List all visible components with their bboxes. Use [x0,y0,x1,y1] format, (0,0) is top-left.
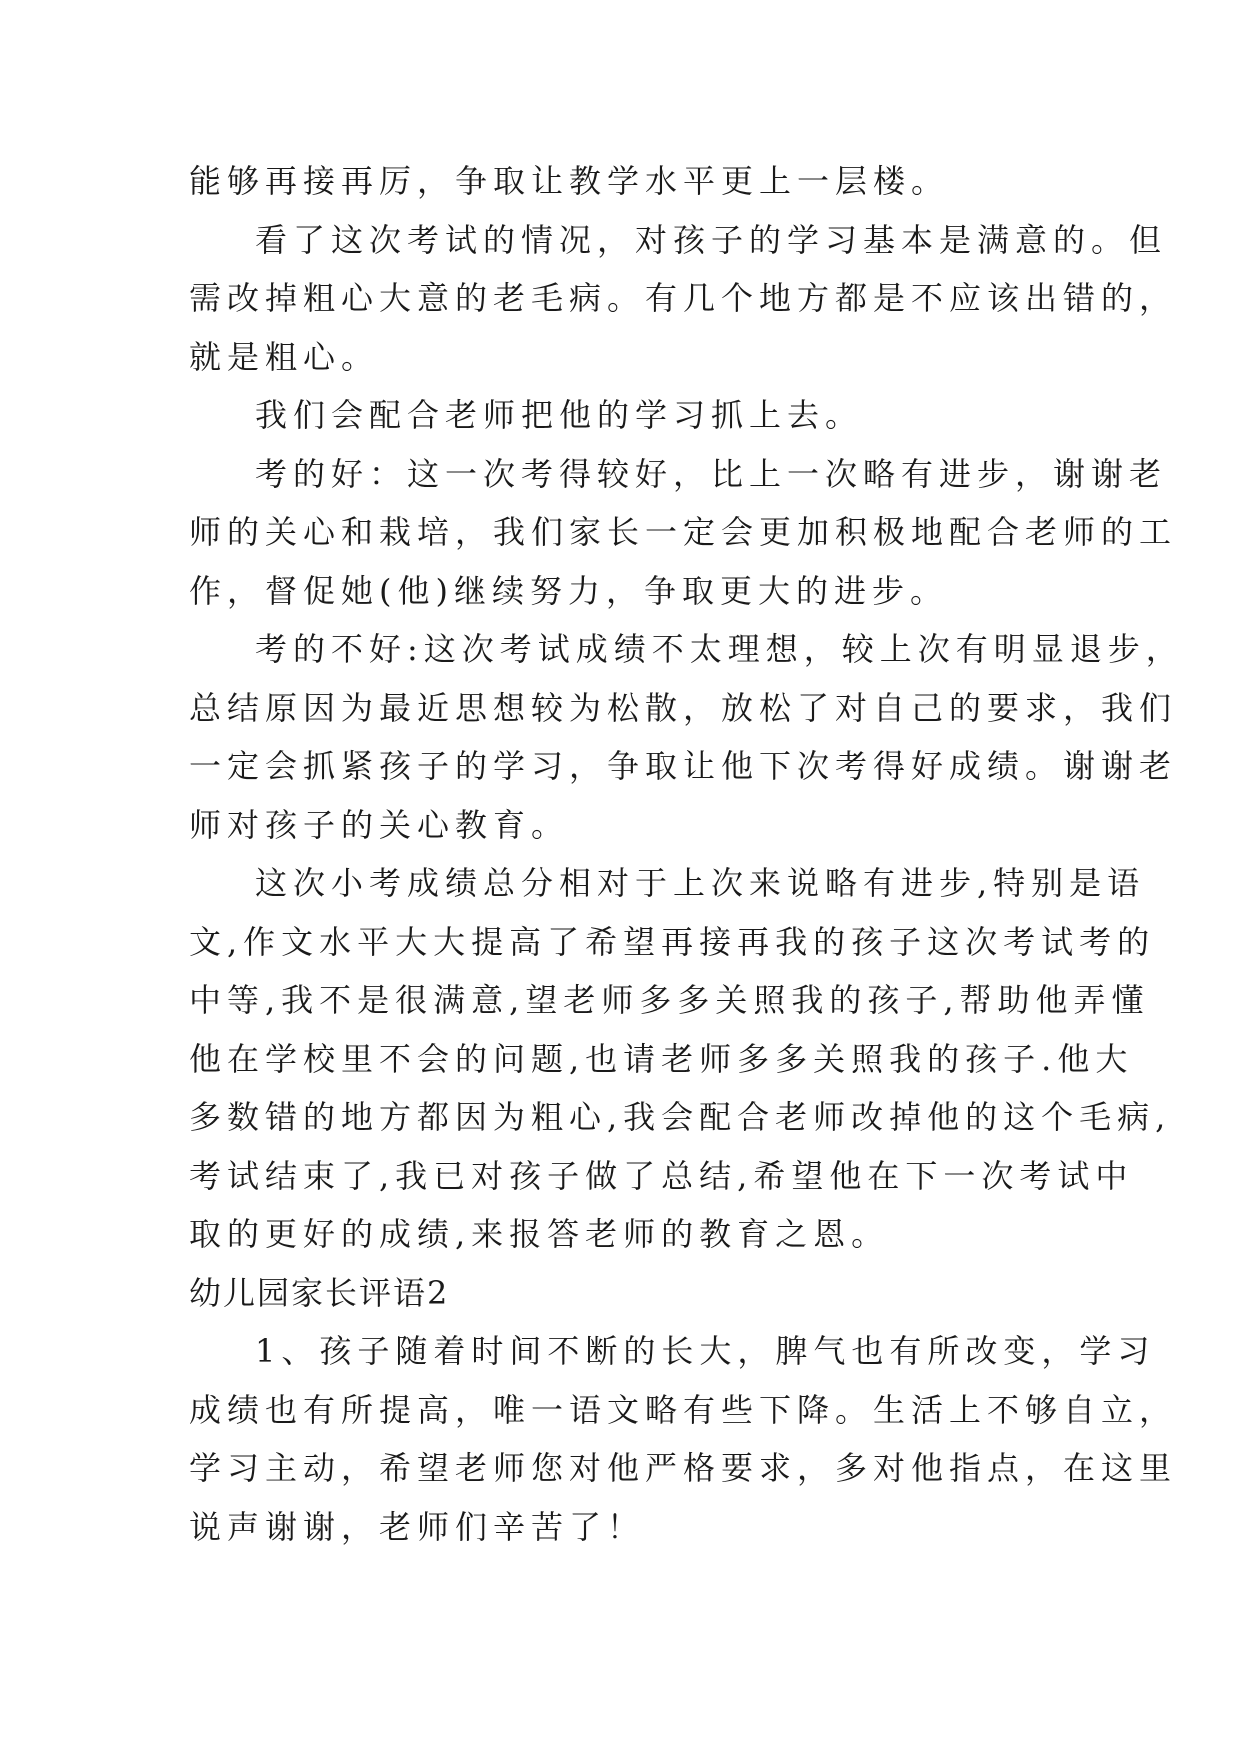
text-line: 学习主动，希望老师您对他严格要求，多对他指点，在这里 [189,1449,1178,1487]
text-line: 师的关心和栽培，我们家长一定会更加积极地配合老师的工 [189,513,1178,551]
text-line: 看了这次考试的情况，对孩子的学习基本是满意的。但 [255,220,1168,259]
section-heading: 幼儿园家长评语2 [189,1273,450,1312]
text-line: 就是粗心。 [189,337,380,376]
text-line: 他在学校里不会的问题,也请老师多多关照我的孩子.他大 [189,1039,1134,1078]
text-line: 这次小考成绩总分相对于上次来说略有进步,特别是语 [255,864,1146,902]
text-line: 我们会配合老师把他的学习抓上去。 [255,396,864,434]
text-line: 作，督促她(他)继续努力，争取更大的进步。 [189,571,948,610]
text-line: 考的不好:这次考试成绩不太理想，较上次有明显退步， [255,630,1184,668]
text-line: 师对孩子的关心教育。 [189,805,570,844]
text-line: 多数错的地方都因为粗心,我会配合老师改掉他的这个毛病, [189,1098,1172,1136]
text-line: 总结原因为最近思想较为松散，放松了对自己的要求，我们 [189,688,1178,727]
text-line: 中等,我不是很满意,望老师多多关照我的孩子,帮助他弄懂 [189,981,1150,1019]
text-line: 需改掉粗心大意的老毛病。有几个地方都是不应该出错的， [189,279,1178,317]
text-line: 成绩也有所提高，唯一语文略有些下降。生活上不够自立， [189,1390,1178,1429]
text-line: 说声谢谢，老师们辛苦了！ [189,1507,646,1546]
text-line: 考的好：这一次考得较好，比上一次略有进步，谢谢老 [255,454,1168,493]
text-line: 取的更好的成绩,来报答老师的教育之恩。 [189,1215,890,1253]
text-line: 能够再接再厉，争取让教学水平更上一层楼。 [189,162,950,200]
text-line: 考试结束了,我已对孩子做了总结,希望他在下一次考试中 [189,1156,1134,1195]
text-line: 1、孩子随着时间不断的长大，脾气也有所改变，学习 [255,1332,1156,1370]
text-line: 文,作文水平大大提高了希望再接再我的孩子这次考试考的 [189,922,1156,961]
document-page [189,152,1184,1556]
text-line: 一定会抓紧孩子的学习，争取让他下次考得好成绩。谢谢老 [189,747,1178,785]
